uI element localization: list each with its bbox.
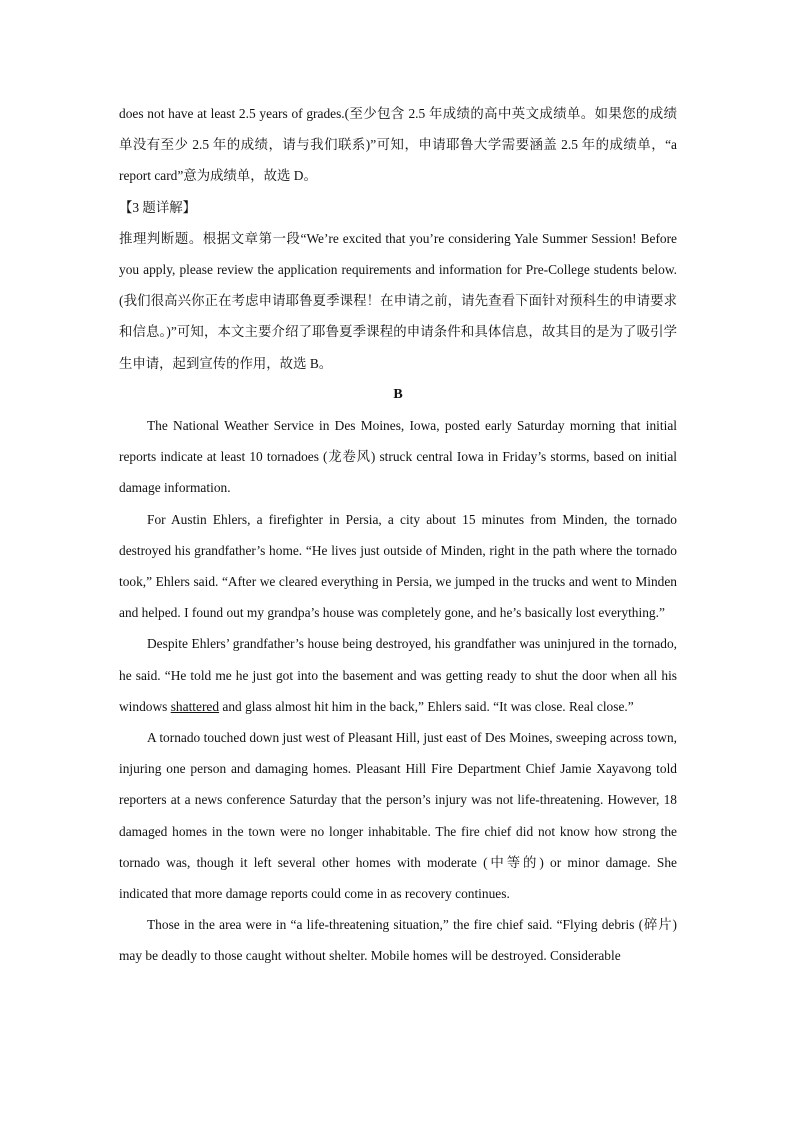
question-3-explanation: 推理判断题。根据文章第一段“We’re excited that you’re considering Yale Summer Session! Before you apply, please review the application requirements and information for Pre-College students below.(我们很高兴你正在考虑申请耶鲁夏季课程！在申请之前，请先查看下面针对预科生的申请要求和信息。)”可知，本文主要介绍了耶鲁夏季课程的申请条件和具体信息，故其目的是为了吸引学生申请，起到宣传的作用，故选 B。 xyxy=(119,230,677,371)
paragraph-4: A tornado touched down just west of Pleasant Hill, just east of Des Moines, sweeping across town, injuring one person and damaging homes. Pleasant Hill Fire Department Chief Jamie Xayavong told reporters at a news conference Saturday that the person’s injury was not life-threatening. However, 18 damaged homes in the town were no longer inhabitable. The fire chief did not know how strong the tornado was, though it left several other homes with moderate (中等的) or minor damage. She indicated that more damage reports could come in as recovery continues. xyxy=(119,730,677,902)
paragraph-1: The National Weather Service in Des Moines, Iowa, posted early Saturday morning that initial reports indicate at least 10 tornadoes (龙卷风) struck central Iowa in Friday’s storms, based on initial damage information. xyxy=(119,418,677,496)
document-page xyxy=(119,98,677,972)
question-3-label: 【3 题详解】 xyxy=(119,199,196,215)
paragraph-3-text-before: Despite Ehlers’ grandfather’s house being destroyed, his grandfather was uninjured in the tornado, he said. “He told me he just got into the basement and was getting ready to shut the door when all his windows xyxy=(119,636,677,714)
section-heading: B xyxy=(393,386,403,402)
paragraph-3 xyxy=(119,628,677,722)
paragraph-3-text-after: and glass almost hit him in the back,” Ehlers said. “It was close. Real close.” xyxy=(219,698,634,714)
underlined-word: shattered xyxy=(170,698,220,714)
paragraph-5: Those in the area were in “a life-threatening situation,” the fire chief said. “Flying debris (碎片) may be deadly to those caught without shelter. Mobile homes will be destroyed. Considerable xyxy=(119,917,677,964)
paragraph-2: For Austin Ehlers, a firefighter in Persia, a city about 15 minutes from Minden, the tornado destroyed his grandfather’s home. “He lives just outside of Minden, right in the path where the tornado took,” Ehlers said. “After we cleared everything in Persia, we jumped in the trucks and went to Minden and helped. I found out my grandpa’s house was completely gone, and he’s basically lost everything.” xyxy=(119,511,677,621)
answer-explanation-tail: does not have at least 2.5 years of grades.(至少包含 2.5 年成绩的高中英文成绩单。如果您的成绩单没有至少 2.5 年的成绩，请与我们联系)”可知，申请耶鲁大学需要涵盖 2.5 年的成绩单，“a report card”意为成绩单，故选 D。 xyxy=(119,106,677,184)
